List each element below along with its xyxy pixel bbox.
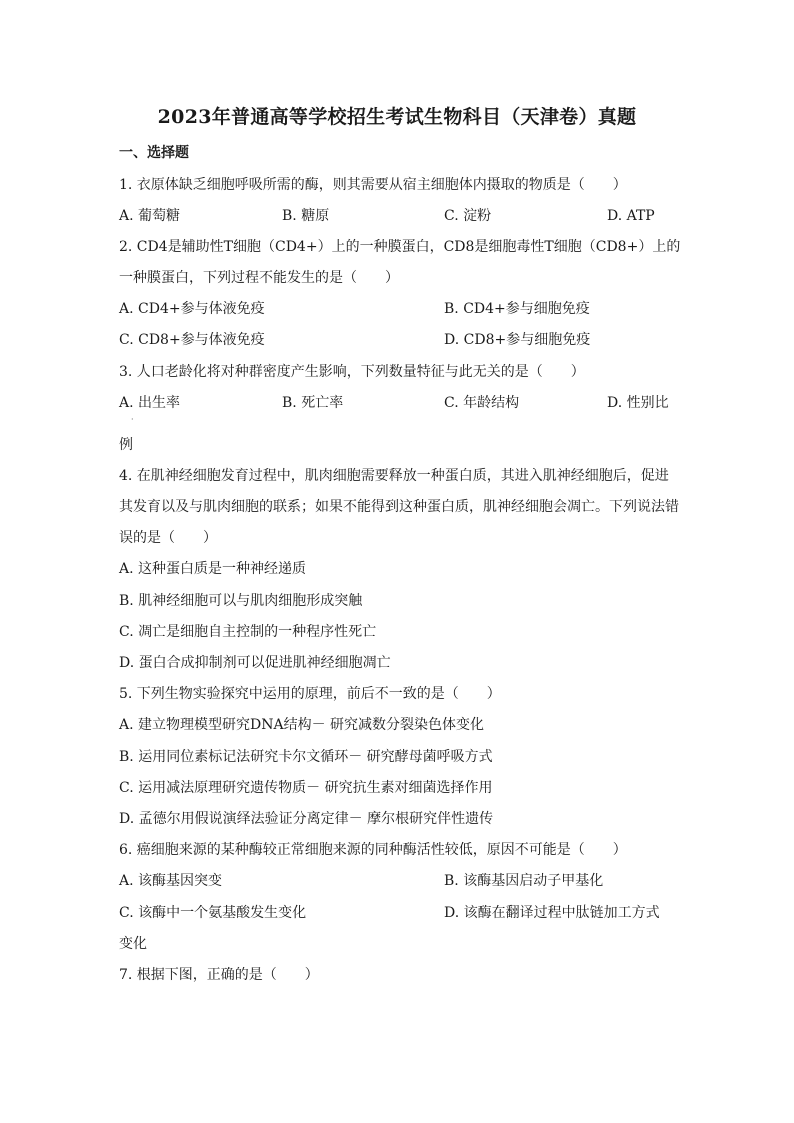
question-stem: 7. 根据下图，正确的是（ ） (119, 967, 319, 983)
option-c: C. 该酶中一个氨基酸发生变化 (119, 905, 307, 921)
option-b: B. CD4+参与细胞免疫 (444, 301, 590, 317)
stray-mark: · (131, 415, 134, 424)
option-d: D. 该酶在翻译过程中肽链加工方式 (444, 905, 660, 921)
option-d: D. CD8+参与细胞免疫 (444, 332, 591, 348)
question-stem: 2. CD4是辅助性T细胞（CD4+）上的一种膜蛋白，CD8是细胞毒性T细胞（CD8+）上的 (119, 239, 681, 255)
section-heading: 一、选择题 (119, 145, 189, 161)
option-a: A. 出生率 (119, 395, 181, 411)
question-stem: 3. 人口老龄化将对种群密度产生影响，下列数量特征与此无关的是（ ） (119, 364, 585, 380)
question-stem: 6. 癌细胞来源的某种酶较正常细胞来源的同种酶活性较低，原因不可能是（ ） (119, 842, 627, 858)
option-c: C. 淀粉 (444, 208, 492, 224)
option-b: B. 糖原 (282, 208, 330, 224)
option-a: A. 这种蛋白质是一种神经递质 (119, 561, 307, 577)
question-stem: 其发育以及与肌肉细胞的联系；如果不能得到这种蛋白质，肌神经细胞会凋亡。下列说法错 (119, 499, 679, 515)
option-b: B. 运用同位素标记法研究卡尔文循环－ 研究酵母菌呼吸方式 (119, 749, 493, 765)
option-a: A. 该酶基因突变 (119, 873, 223, 889)
option-d: D. 性别比 (607, 395, 669, 411)
option-continuation: 例 (119, 437, 133, 453)
option-continuation: 变化 (119, 936, 147, 952)
option-d: D. 孟德尔用假说演绎法验证分离定律－ 摩尔根研究伴性遗传 (119, 811, 494, 827)
question-stem: 5. 下列生物实验探究中运用的原理，前后不一致的是（ ） (119, 686, 501, 702)
question-stem: 1. 衣原体缺乏细胞呼吸所需的酶，则其需要从宿主细胞体内摄取的物质是（ ） (119, 177, 627, 193)
option-a: A. 葡萄糖 (119, 208, 181, 224)
option-b: B. 死亡率 (282, 395, 344, 411)
question-stem: 误的是（ ） (119, 530, 217, 546)
option-d: D. 蛋白合成抑制剂可以促进肌神经细胞凋亡 (119, 655, 391, 671)
option-a: A. CD4+参与体液免疫 (119, 301, 265, 317)
option-c: C. 凋亡是细胞自主控制的一种程序性死亡 (119, 624, 377, 640)
option-c: C. 年龄结构 (444, 395, 520, 411)
option-a: A. 建立物理模型研究DNA结构－ 研究减数分裂染色体变化 (119, 717, 485, 733)
question-stem: 4. 在肌神经细胞发育过程中，肌肉细胞需要释放一种蛋白质，其进入肌神经细胞后，促进 (119, 468, 669, 484)
page-title: 2023年普通高等学校招生考试生物科目（天津卷）真题 (157, 106, 637, 128)
option-c: C. 运用减法原理研究遗传物质－ 研究抗生素对细菌选择作用 (119, 780, 493, 796)
option-b: B. 肌神经细胞可以与肌肉细胞形成突触 (119, 593, 363, 609)
option-b: B. 该酶基因启动子甲基化 (444, 873, 604, 889)
question-stem: 一种膜蛋白，下列过程不能发生的是（ ） (119, 270, 399, 286)
option-d: D. ATP (607, 208, 655, 224)
option-c: C. CD8+参与体液免疫 (119, 332, 265, 348)
